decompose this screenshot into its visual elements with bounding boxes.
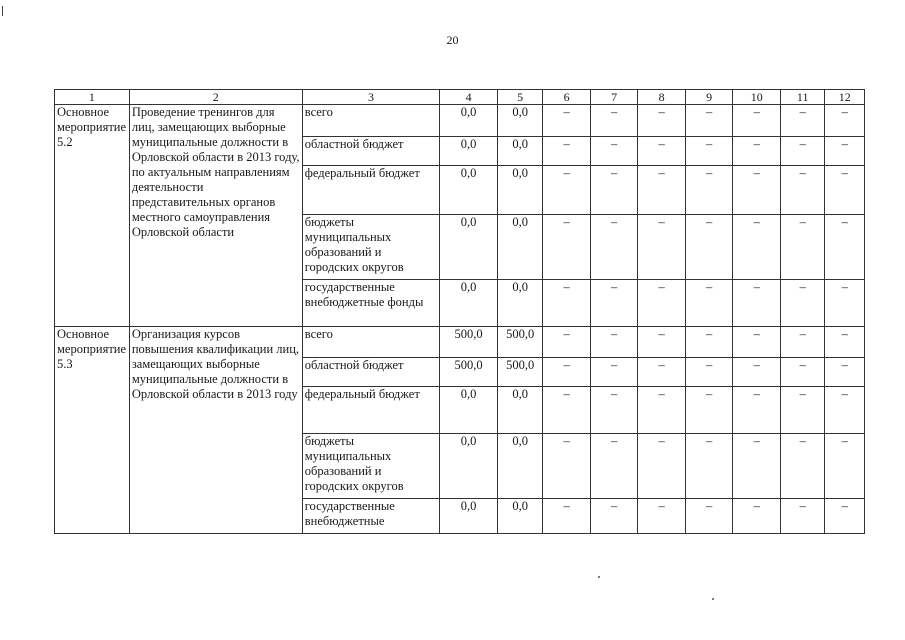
dash-cell: – xyxy=(638,280,686,327)
value-cell: 0,0 xyxy=(440,280,498,327)
dash-cell: – xyxy=(733,137,781,166)
header-cell: 4 xyxy=(440,90,498,105)
header-cell: 3 xyxy=(302,90,440,105)
dash-cell: – xyxy=(543,327,591,358)
dash-cell: – xyxy=(543,215,591,280)
dash-cell: – xyxy=(685,499,733,534)
funding-source-cell: федеральный бюджет xyxy=(302,387,440,434)
dash-cell: – xyxy=(685,105,733,137)
header-cell: 6 xyxy=(543,90,591,105)
dash-cell: – xyxy=(590,105,638,137)
dash-cell: – xyxy=(825,327,865,358)
dash-cell: – xyxy=(825,358,865,387)
dash-cell: – xyxy=(590,358,638,387)
dash-cell: – xyxy=(590,215,638,280)
dash-cell: – xyxy=(825,434,865,499)
scan-speck xyxy=(712,598,714,600)
value-cell: 0,0 xyxy=(497,280,543,327)
dash-cell: – xyxy=(638,105,686,137)
dash-cell: – xyxy=(685,434,733,499)
dash-cell: – xyxy=(543,166,591,215)
header-cell: 11 xyxy=(780,90,824,105)
header-cell: 5 xyxy=(497,90,543,105)
description-cell: Проведение тренингов для лиц, замещающих выборные муниципальные должности в Орловской области в 2013 году, по актуальным направлениям деятельности представительных органов местного самоуправления Орловской области xyxy=(129,105,302,327)
scan-edge-mark xyxy=(2,6,3,16)
dash-cell: – xyxy=(543,280,591,327)
dash-cell: – xyxy=(780,358,824,387)
funding-source-cell: федеральный бюджет xyxy=(302,166,440,215)
value-cell: 500,0 xyxy=(440,358,498,387)
dash-cell: – xyxy=(825,215,865,280)
value-cell: 0,0 xyxy=(440,434,498,499)
dash-cell: – xyxy=(590,280,638,327)
funding-source-cell: областной бюджет xyxy=(302,358,440,387)
value-cell: 0,0 xyxy=(440,166,498,215)
dash-cell: – xyxy=(685,137,733,166)
header-cell: 12 xyxy=(825,90,865,105)
value-cell: 0,0 xyxy=(497,434,543,499)
dash-cell: – xyxy=(825,499,865,534)
header-cell: 10 xyxy=(733,90,781,105)
dash-cell: – xyxy=(780,137,824,166)
dash-cell: – xyxy=(780,280,824,327)
dash-cell: – xyxy=(543,387,591,434)
dash-cell: – xyxy=(780,499,824,534)
dash-cell: – xyxy=(590,434,638,499)
value-cell: 500,0 xyxy=(497,327,543,358)
dash-cell: – xyxy=(638,327,686,358)
dash-cell: – xyxy=(733,166,781,215)
dash-cell: – xyxy=(638,358,686,387)
funding-source-cell: бюджеты муниципальных образований и городских округов xyxy=(302,215,440,280)
funding-source-cell: всего xyxy=(302,327,440,358)
funding-source-cell: бюджеты муниципальных образований и городских округов xyxy=(302,434,440,499)
funding-source-cell: государственные внебюджетные xyxy=(302,499,440,534)
dash-cell: – xyxy=(590,499,638,534)
dash-cell: – xyxy=(733,215,781,280)
dash-cell: – xyxy=(825,137,865,166)
dash-cell: – xyxy=(780,105,824,137)
dash-cell: – xyxy=(590,137,638,166)
value-cell: 0,0 xyxy=(440,105,498,137)
dash-cell: – xyxy=(590,166,638,215)
value-cell: 0,0 xyxy=(440,215,498,280)
table-row xyxy=(55,105,865,137)
dash-cell: – xyxy=(733,358,781,387)
measure-cell: Основное мероприятие 5.3 xyxy=(55,327,130,534)
dash-cell: – xyxy=(685,166,733,215)
dash-cell: – xyxy=(780,434,824,499)
header-cell: 9 xyxy=(685,90,733,105)
value-cell: 0,0 xyxy=(440,499,498,534)
dash-cell: – xyxy=(638,137,686,166)
header-cell: 8 xyxy=(638,90,686,105)
dash-cell: – xyxy=(733,327,781,358)
dash-cell: – xyxy=(825,105,865,137)
dash-cell: – xyxy=(638,166,686,215)
dash-cell: – xyxy=(825,280,865,327)
value-cell: 0,0 xyxy=(497,105,543,137)
dash-cell: – xyxy=(685,358,733,387)
header-cell: 1 xyxy=(55,90,130,105)
dash-cell: – xyxy=(590,327,638,358)
dash-cell: – xyxy=(685,387,733,434)
header-cell: 7 xyxy=(590,90,638,105)
dash-cell: – xyxy=(685,327,733,358)
dash-cell: – xyxy=(825,166,865,215)
value-cell: 0,0 xyxy=(497,137,543,166)
dash-cell: – xyxy=(780,387,824,434)
dash-cell: – xyxy=(638,434,686,499)
value-cell: 0,0 xyxy=(497,215,543,280)
value-cell: 0,0 xyxy=(497,387,543,434)
dash-cell: – xyxy=(733,499,781,534)
value-cell: 0,0 xyxy=(497,166,543,215)
dash-cell: – xyxy=(638,387,686,434)
dash-cell: – xyxy=(543,434,591,499)
value-cell: 0,0 xyxy=(497,499,543,534)
dash-cell: – xyxy=(780,327,824,358)
dash-cell: – xyxy=(638,499,686,534)
dash-cell: – xyxy=(733,280,781,327)
funding-source-cell: областной бюджет xyxy=(302,137,440,166)
dash-cell: – xyxy=(685,215,733,280)
value-cell: 0,0 xyxy=(440,387,498,434)
dash-cell: – xyxy=(780,166,824,215)
funding-source-cell: государственные внебюджетные фонды xyxy=(302,280,440,327)
header-row xyxy=(55,90,865,105)
value-cell: 500,0 xyxy=(440,327,498,358)
measure-cell: Основное мероприятие 5.2 xyxy=(55,105,130,327)
dash-cell: – xyxy=(685,280,733,327)
value-cell: 0,0 xyxy=(440,137,498,166)
dash-cell: – xyxy=(733,105,781,137)
dash-cell: – xyxy=(543,137,591,166)
dash-cell: – xyxy=(543,358,591,387)
dash-cell: – xyxy=(825,387,865,434)
page-number: 20 xyxy=(446,33,459,47)
scan-speck xyxy=(598,576,600,578)
dash-cell: – xyxy=(543,499,591,534)
dash-cell: – xyxy=(780,215,824,280)
table-row xyxy=(55,327,865,358)
budget-table xyxy=(54,89,865,534)
description-cell: Организация курсов повышения квалификации лиц, замещающих выборные муниципальные должности в Орловской области в 2013 году xyxy=(129,327,302,534)
funding-source-cell: всего xyxy=(302,105,440,137)
dash-cell: – xyxy=(543,105,591,137)
dash-cell: – xyxy=(733,387,781,434)
value-cell: 500,0 xyxy=(497,358,543,387)
dash-cell: – xyxy=(590,387,638,434)
dash-cell: – xyxy=(638,215,686,280)
dash-cell: – xyxy=(733,434,781,499)
header-cell: 2 xyxy=(129,90,302,105)
